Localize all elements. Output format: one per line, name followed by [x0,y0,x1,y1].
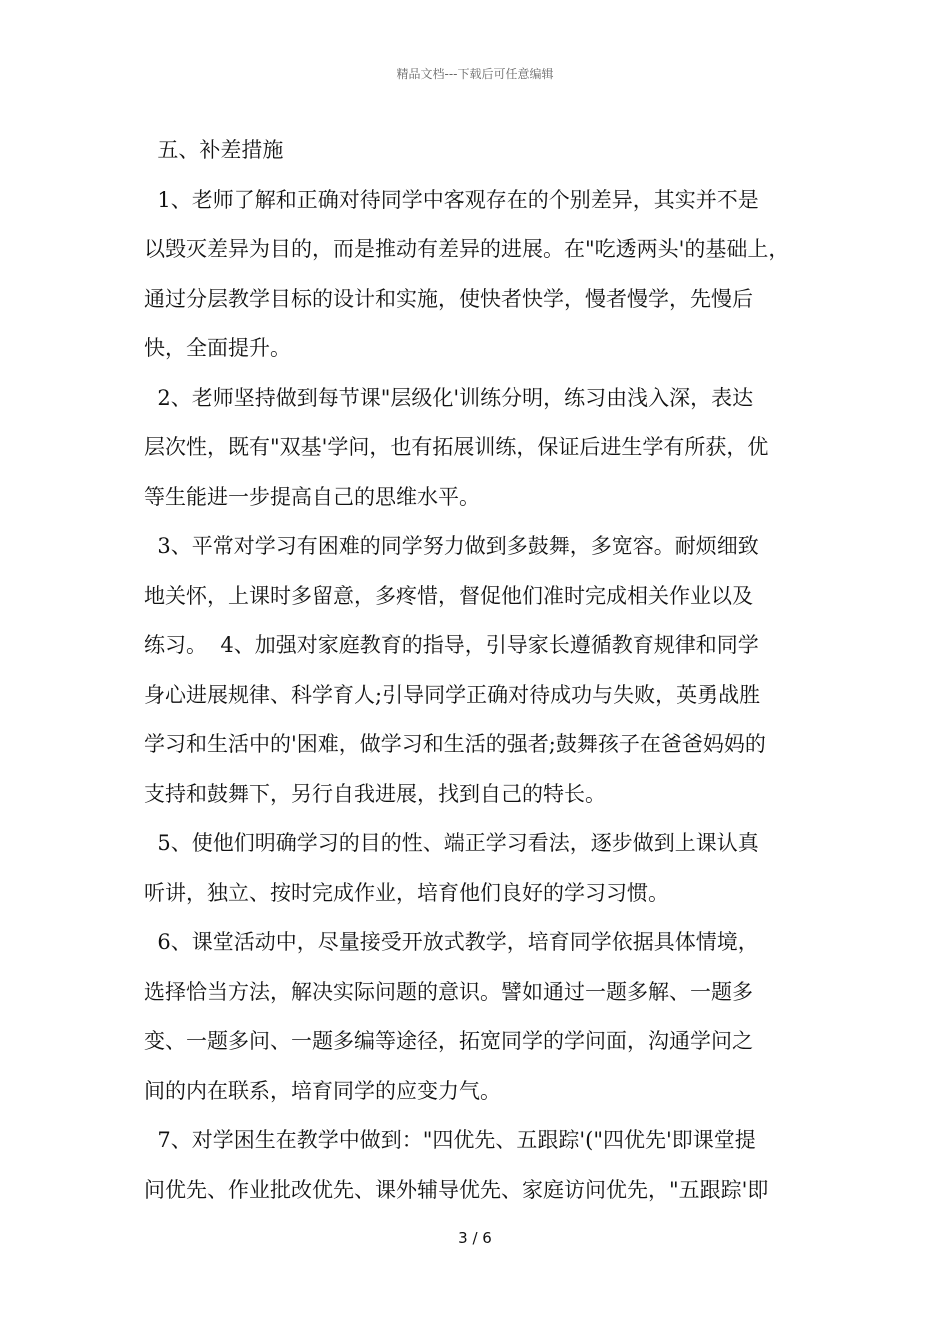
text-line: 问优先、作业批改优先、课外辅导优先、家庭访问优先，"五跟踪'即 [144,1177,769,1202]
text-line: 2、老师坚持做到每节课"层级化'训练分明，练习由浅入深，表达 [144,385,754,410]
section-heading: 五、补差措施 [144,138,284,162]
text-line: 6、课堂活动中，尽量接受开放式教学，培育同学依据具体情境， [144,930,759,954]
text-line: 学习和生活中的'困难，做学习和生活的强者;鼓舞孩子在爸爸妈妈的 [144,732,766,756]
text-line: 7、对学困生在教学中做到："四优先、五跟踪'("四优先'即课堂提 [144,1128,756,1152]
text-line: 以毁灭差异为目的，而是推动有差异的进展。在"吃透两头'的基础上， [144,237,790,261]
text-line: 3、平常对学习有困难的同学努力做到多鼓舞，多宽容。耐烦细致 [144,534,759,558]
text-line: 快，全面提升。 [144,336,291,360]
text-line: 间的内在联系，培育同学的应变力气。 [144,1078,501,1103]
text-line: 支持和鼓舞下，另行自我进展，找到自己的特长。 [144,781,606,806]
text-line: 变、一题多问、一题多编等途径，拓宽同学的学问面，沟通学问之 [144,1029,753,1053]
text-line: 听讲，独立、按时完成作业，培育他们良好的学习习惯。 [144,880,669,905]
text-line: 层次性，既有"双基'学问，也有拓展训练，保证后进生学有所获，优 [144,435,769,459]
page-number: 3 / 6 [458,1229,492,1247]
text-line: 选择恰当方法，解决实际问题的意识。譬如通过一题多解、一题多 [144,979,753,1004]
text-line: 身心进展规律、科学育人;引导同学正确对待成功与失败，英勇战胜 [144,682,761,707]
text-line: 5、使他们明确学习的目的性、端正学习看法，逐步做到上课认真 [144,831,759,855]
text-line: 通过分层教学目标的设计和实施，使快者快学，慢者慢学，先慢后 [144,286,753,311]
page-header: 精品文档---下载后可任意编辑 [396,67,554,81]
text-line: 等生能进一步提高自己的思维水平。 [144,484,480,509]
document-body [144,126,819,1215]
text-line: 1、老师了解和正确对待同学中客观存在的个别差异，其实并不是 [144,187,759,212]
text-line: 练习。 4、加强对家庭教育的指导，引导家长遵循教育规律和同学 [144,633,759,657]
text-line: 地关怀，上课时多留意，多疼惜，督促他们准时完成相关作业以及 [144,583,753,608]
